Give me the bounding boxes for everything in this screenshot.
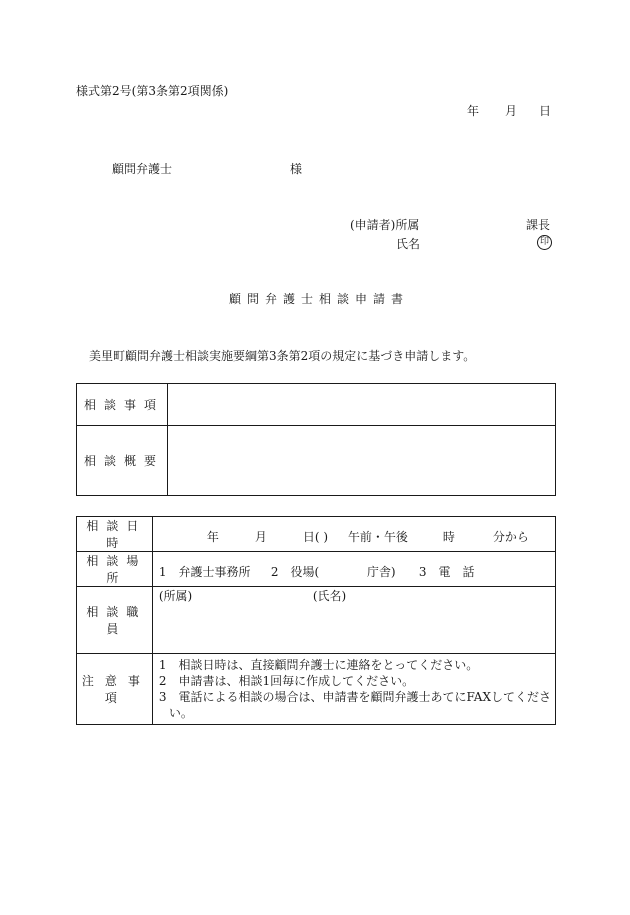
consultation-matter-label: 相談事項	[77, 384, 168, 426]
consultation-datetime-field[interactable]	[152, 517, 555, 552]
consultation-place-field[interactable]	[152, 552, 555, 587]
addressee-honorific: 様	[290, 162, 303, 176]
note-item: い。	[168, 706, 193, 720]
date-month: 月	[505, 104, 518, 118]
notes-label: 注意事項	[77, 654, 153, 725]
date-day: 日	[539, 104, 552, 118]
date-year: 年	[467, 104, 480, 118]
note-item: 2 申請書は、相談1回毎に作成してください。	[158, 674, 415, 688]
datetime-ampm: 午前・午後	[347, 529, 408, 544]
seal-icon: 印	[537, 235, 552, 250]
place-option-phone[interactable]: 3 電 話	[418, 564, 475, 579]
staff-name-label: (氏名)	[312, 589, 347, 603]
consultation-datetime-label: 相談日時	[77, 517, 153, 552]
applicant-name-label: 氏名	[396, 237, 421, 251]
place-option-law-office[interactable]: 1 弁護士事務所	[158, 564, 251, 579]
place-town-hall-end: 庁舎)	[366, 564, 396, 579]
table-row	[77, 587, 556, 654]
consultation-place-label: 相談場所	[77, 552, 153, 587]
consultation-content-table	[76, 383, 556, 496]
place-option-town-hall[interactable]: 2 役場(	[270, 564, 320, 579]
consultation-matter-field[interactable]	[168, 384, 556, 426]
table-row	[77, 552, 556, 587]
datetime-day-weekday: 日( )	[302, 529, 329, 544]
consultation-staff-label: 相談職員	[77, 587, 153, 654]
note-item: 3 電話による相談の場合は、申請書を顧問弁護士あてにFAXしてくださ	[158, 690, 551, 704]
intro-text: 美里町顧問弁護士相談実施要綱第3条第2項の規定に基づき申請します。	[89, 349, 476, 363]
applicant-position: 課長	[526, 218, 551, 232]
document-title: 顧問弁護士相談申請書	[229, 292, 410, 306]
table-row	[77, 654, 556, 725]
datetime-minute: 分から	[492, 529, 529, 544]
table-row	[77, 384, 556, 426]
datetime-month: 月	[254, 529, 267, 544]
addressee-title: 顧問弁護士	[112, 162, 173, 176]
staff-affiliation-label: (所属)	[158, 589, 193, 603]
consultation-summary-label: 相談概要	[77, 426, 168, 496]
consultation-staff-field[interactable]	[152, 587, 555, 654]
datetime-hour: 時	[442, 529, 455, 544]
consultation-summary-field[interactable]	[168, 426, 556, 496]
table-row	[77, 517, 556, 552]
notes-content	[152, 654, 555, 725]
form-number: 様式第2号(第3条第2項関係)	[76, 84, 229, 98]
consultation-details-table	[76, 516, 556, 725]
datetime-year: 年	[206, 529, 219, 544]
applicant-affiliation-label: (申請者)所属	[350, 218, 420, 232]
table-row	[77, 426, 556, 496]
note-item: 1 相談日時は、直接顧問弁護士に連絡をとってください。	[158, 658, 479, 672]
